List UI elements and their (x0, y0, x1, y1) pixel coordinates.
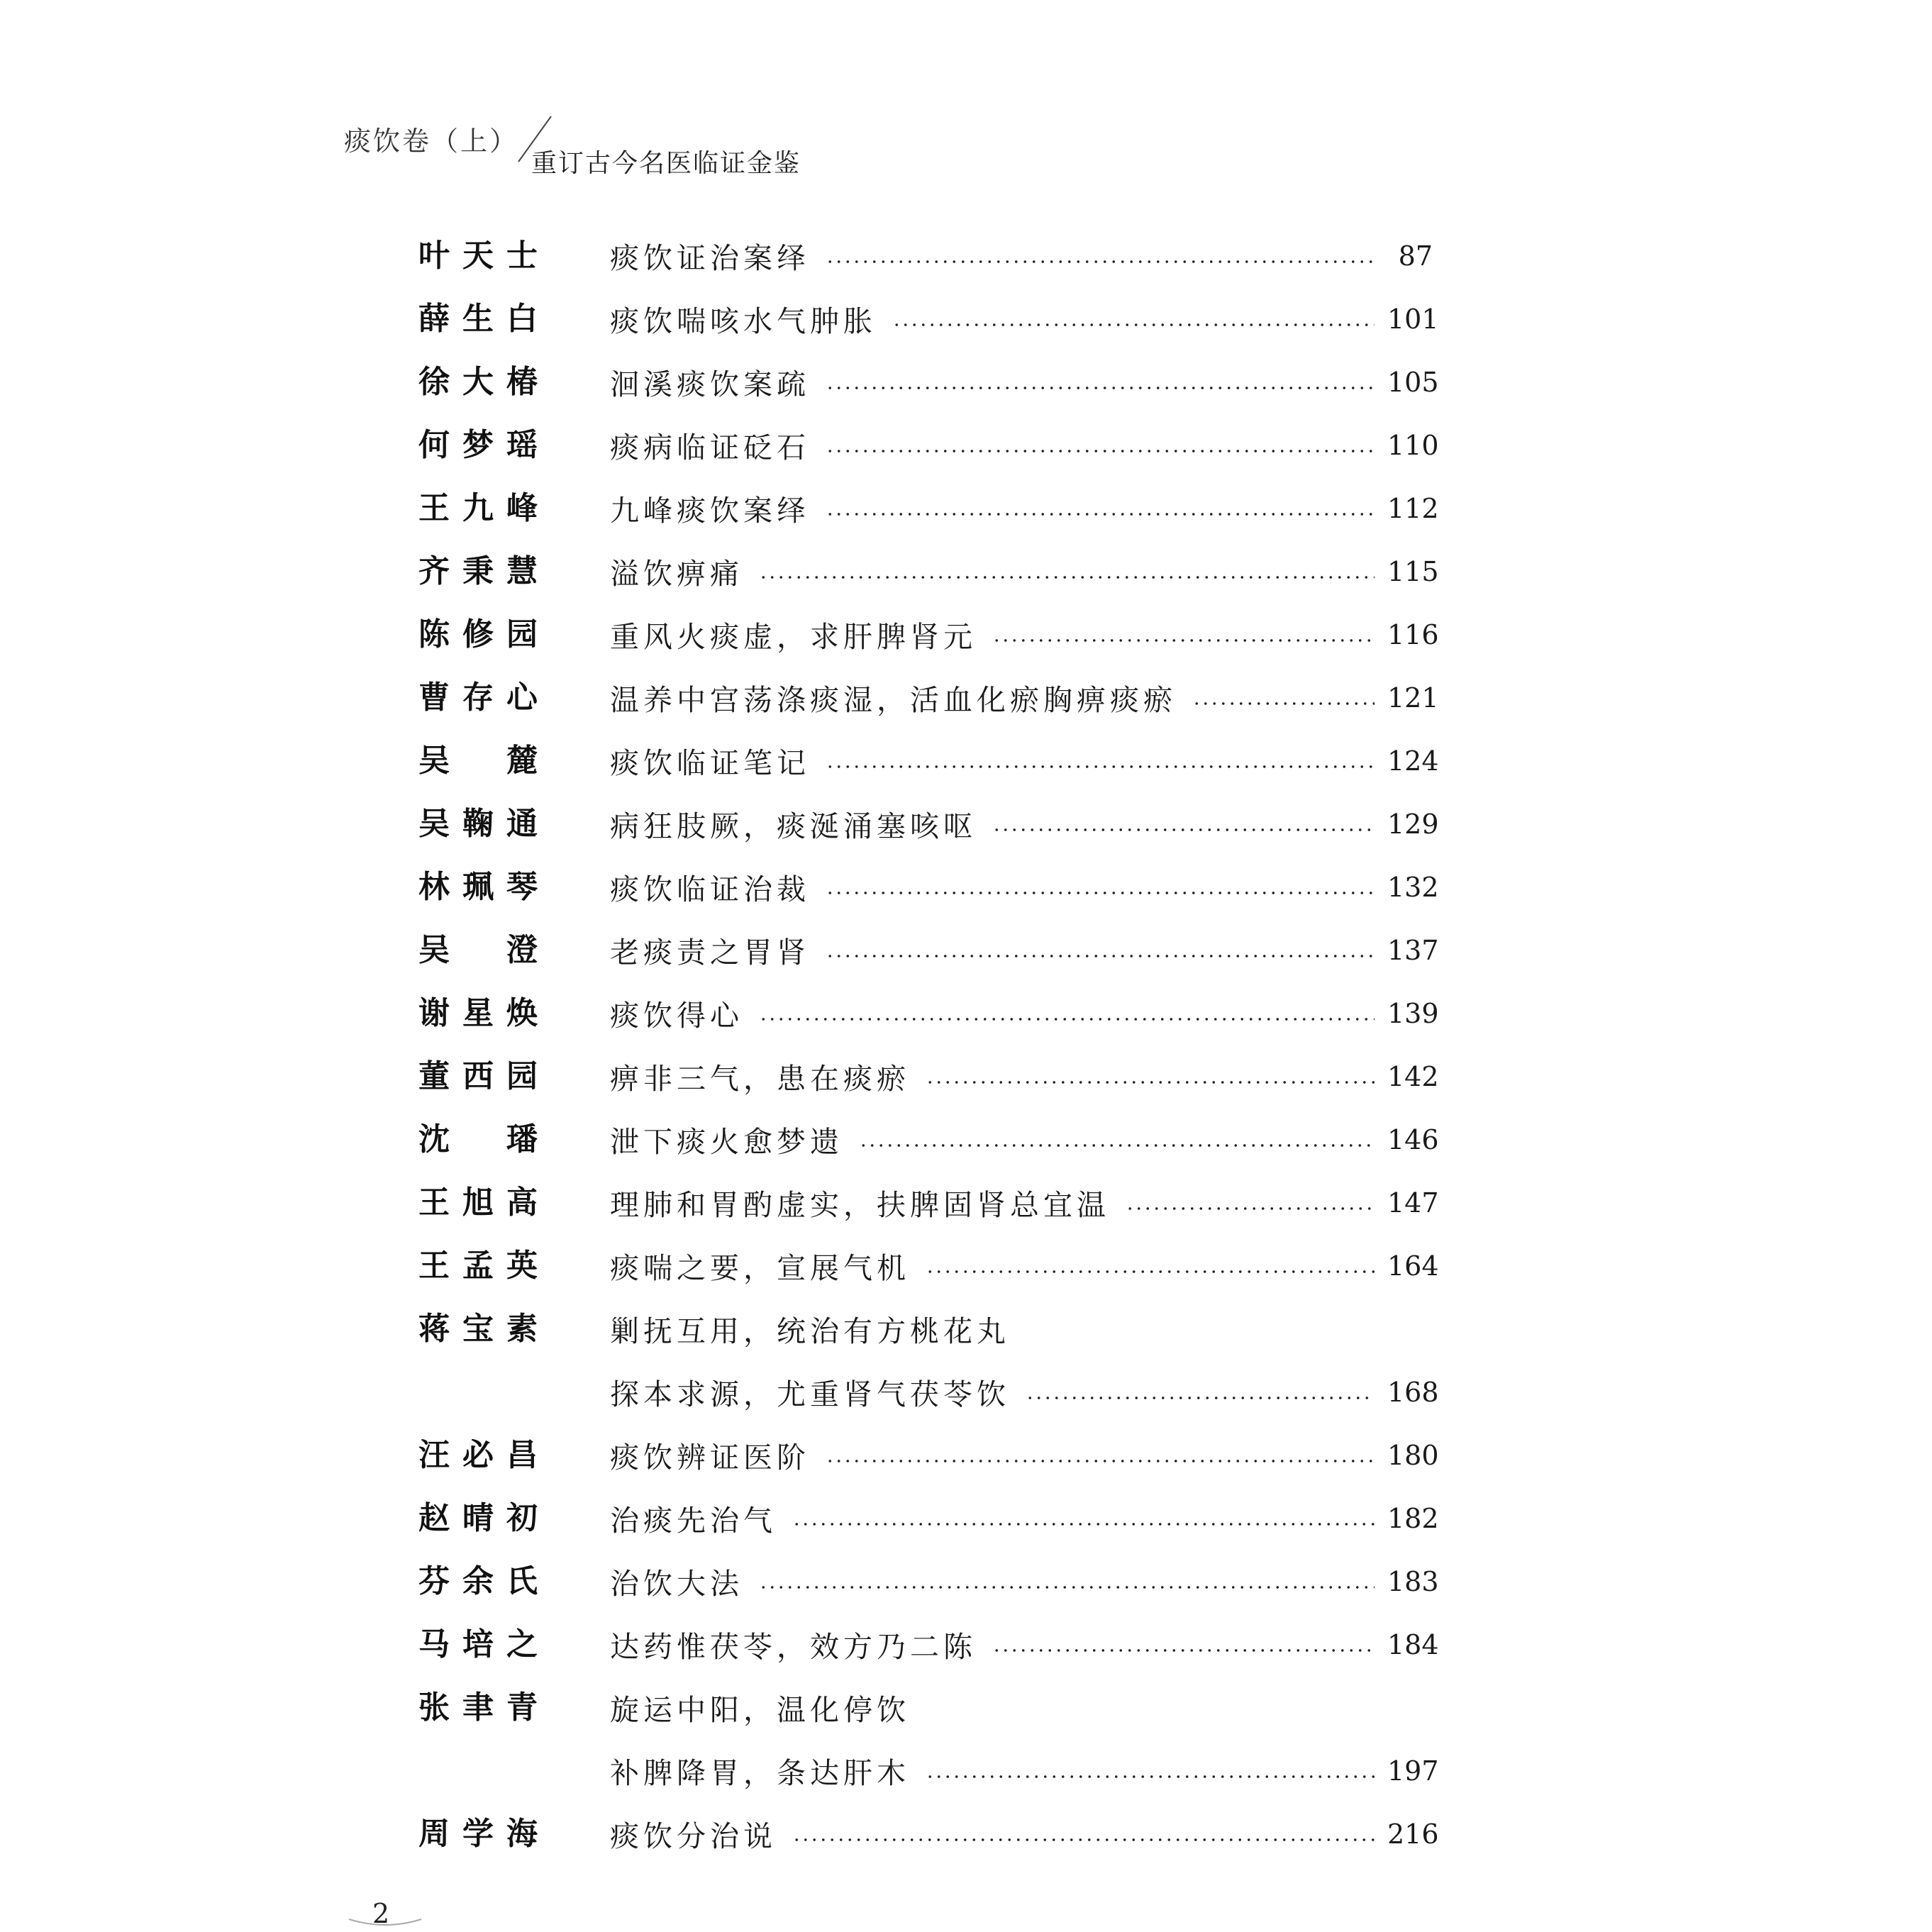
toc-dot-leader (826, 892, 1375, 894)
toc-entry[interactable] (610, 666, 1439, 729)
toc-row[interactable] (0, 224, 1932, 287)
toc-author: 叶天士 (418, 238, 538, 274)
toc-author: 蒋宝素 (418, 1311, 538, 1347)
toc-page-number[interactable]: 139 (1387, 997, 1439, 1029)
toc-author: 张聿青 (418, 1689, 538, 1726)
toc-entry[interactable] (610, 855, 1439, 918)
toc-page-number[interactable]: 197 (1387, 1755, 1439, 1787)
toc-author: 王旭高 (418, 1184, 538, 1221)
toc-row[interactable] (0, 1234, 1932, 1297)
toc-page-number[interactable]: 182 (1387, 1502, 1439, 1534)
toc-entry[interactable] (610, 603, 1439, 666)
toc-title[interactable]: 痰饮分治说 (610, 1819, 777, 1853)
toc-author (418, 1739, 538, 1802)
toc-page-number[interactable]: 168 (1387, 1376, 1439, 1408)
toc-author: 何梦瑶 (418, 427, 538, 463)
toc-entry[interactable] (610, 540, 1439, 603)
toc-row[interactable] (0, 1676, 1932, 1739)
toc-dot-leader (992, 1649, 1375, 1652)
toc-page-number[interactable]: 183 (1387, 1565, 1439, 1597)
toc-dot-leader (926, 1081, 1375, 1084)
toc-row[interactable] (0, 1360, 1932, 1423)
toc-dot-leader (826, 450, 1375, 453)
toc-title[interactable]: 痰饮证治案绎 (610, 241, 810, 275)
toc-row[interactable] (0, 540, 1932, 603)
page-number: 2 (372, 1898, 390, 1929)
toc-dot-leader (926, 1775, 1375, 1778)
toc-page-number[interactable]: 137 (1387, 934, 1439, 966)
toc-title[interactable]: 洄溪痰饮案疏 (610, 367, 810, 401)
toc-entry[interactable] (610, 287, 1439, 350)
toc-row[interactable] (0, 792, 1932, 855)
toc-row[interactable] (0, 413, 1932, 477)
toc-page-number[interactable]: 216 (1387, 1818, 1439, 1850)
toc-author: 马培之 (418, 1626, 538, 1662)
toc-title[interactable]: 治饮大法 (610, 1567, 743, 1601)
toc-dot-leader (826, 1460, 1375, 1462)
toc-row[interactable] (0, 1297, 1932, 1360)
toc-dot-leader (892, 323, 1375, 326)
toc-entry[interactable] (610, 1487, 1439, 1550)
toc-row[interactable] (0, 982, 1932, 1045)
toc-author: 芬余氏 (418, 1563, 538, 1599)
toc-row[interactable] (0, 1487, 1932, 1550)
toc-row[interactable] (0, 1108, 1932, 1171)
toc-entry[interactable] (610, 1423, 1439, 1487)
volume-title: 痰饮卷（上） (344, 126, 519, 157)
toc-author: 曹存心 (418, 679, 538, 716)
toc-title[interactable]: 痰饮得心 (610, 999, 743, 1033)
toc-row[interactable] (0, 855, 1932, 918)
toc-author: 沈 璠 (418, 1121, 538, 1157)
toc-title[interactable]: 痹非三气，患在痰瘀 (610, 1062, 910, 1096)
toc-author: 吴 麓 (418, 743, 538, 779)
toc-page-number[interactable]: 142 (1387, 1060, 1439, 1092)
toc-entry[interactable] (610, 350, 1439, 413)
toc-title[interactable]: 痰饮临证治裁 (610, 872, 810, 906)
toc-dot-leader (1192, 702, 1375, 705)
toc-author: 林珮琴 (418, 869, 538, 905)
toc-dot-leader (759, 1018, 1375, 1021)
toc-dot-leader (859, 1144, 1375, 1147)
toc-row[interactable] (0, 1171, 1932, 1234)
toc-title[interactable]: 治痰先治气 (610, 1504, 777, 1538)
toc-entry[interactable] (610, 918, 1439, 982)
toc-page-number[interactable]: 132 (1387, 871, 1439, 903)
toc-title[interactable]: 老痰责之胃肾 (610, 936, 810, 970)
toc-page-number[interactable]: 101 (1387, 303, 1439, 335)
toc-title[interactable]: 旋运中阳，温化停饮 (610, 1693, 910, 1727)
toc-author: 赵晴初 (418, 1500, 538, 1536)
toc-dot-leader (826, 765, 1375, 768)
toc-title[interactable]: 达药惟茯苓，效方乃二陈 (610, 1630, 977, 1664)
toc-author: 周学海 (418, 1816, 538, 1852)
toc-row[interactable] (0, 1802, 1932, 1865)
toc-author: 王孟英 (418, 1248, 538, 1284)
toc-title[interactable]: 溢饮痹痛 (610, 557, 743, 591)
toc-author: 吴 澄 (418, 932, 538, 968)
toc-row[interactable] (0, 918, 1932, 982)
toc-entry[interactable] (610, 1676, 1433, 1739)
toc-dot-leader (926, 1270, 1375, 1273)
toc-author (418, 1360, 538, 1423)
toc-entry[interactable] (610, 729, 1439, 792)
toc-entry[interactable] (610, 1234, 1439, 1297)
toc-page-number[interactable]: 110 (1387, 429, 1439, 461)
toc-page-number[interactable]: 121 (1387, 682, 1439, 714)
toc-page-number[interactable]: 124 (1387, 745, 1439, 777)
toc-dot-leader (826, 387, 1375, 389)
toc-page-number[interactable]: 116 (1387, 618, 1439, 650)
toc-row[interactable] (0, 477, 1932, 540)
toc-entry[interactable] (610, 413, 1439, 477)
toc-author: 徐大椿 (418, 364, 538, 400)
toc-entry[interactable] (610, 477, 1439, 540)
toc-title[interactable]: 痰饮喘咳水气肿胀 (610, 304, 877, 338)
toc-title[interactable]: 理肺和胃酌虚实，扶脾固肾总宜温 (610, 1188, 1110, 1222)
toc-title[interactable]: 探本求源，尤重肾气茯苓饮 (610, 1377, 1010, 1411)
toc-dot-leader (992, 639, 1375, 642)
toc-entry[interactable] (610, 1613, 1439, 1676)
toc-author: 谢星焕 (418, 995, 538, 1031)
toc-row[interactable] (0, 666, 1932, 729)
toc-title[interactable]: 痰饮辨证医阶 (610, 1440, 810, 1475)
toc-title[interactable]: 九峰痰饮案绎 (610, 494, 810, 528)
toc-author: 汪必昌 (418, 1437, 538, 1473)
toc-row[interactable] (0, 350, 1932, 413)
toc-entry[interactable] (610, 1108, 1439, 1171)
toc-page-number[interactable]: 146 (1387, 1123, 1439, 1155)
toc-entry[interactable] (610, 224, 1433, 287)
toc-dot-leader (1126, 1207, 1375, 1210)
toc-row[interactable] (0, 1045, 1932, 1108)
toc-page-number[interactable]: 129 (1387, 808, 1439, 840)
toc-row[interactable] (0, 603, 1932, 666)
toc-page-number[interactable]: 112 (1387, 492, 1439, 524)
toc-row[interactable] (0, 287, 1932, 350)
toc-dot-leader (826, 513, 1375, 516)
toc-entry[interactable] (610, 1045, 1439, 1108)
toc-entry[interactable] (610, 1550, 1439, 1613)
toc-author: 王九峰 (418, 490, 538, 526)
toc-page-number[interactable]: 87 (1398, 240, 1433, 272)
toc-entry[interactable] (610, 1360, 1439, 1423)
toc-entry[interactable] (610, 1739, 1439, 1802)
toc-page-number[interactable]: 105 (1387, 366, 1439, 398)
toc-page-number[interactable]: 180 (1387, 1439, 1439, 1471)
toc-dot-leader (792, 1523, 1375, 1526)
toc-title[interactable]: 重风火痰虚，求肝脾肾元 (610, 620, 977, 654)
toc-dot-leader (826, 955, 1375, 957)
toc-row[interactable] (0, 1423, 1932, 1487)
toc-title[interactable]: 痰病临证砭石 (610, 431, 810, 465)
toc-author: 吴鞠通 (418, 806, 538, 842)
toc-dot-leader (1026, 1397, 1375, 1399)
toc-page-number[interactable]: 115 (1387, 555, 1439, 587)
toc-page-number[interactable]: 164 (1387, 1250, 1439, 1282)
toc-entry[interactable] (610, 982, 1439, 1045)
toc-page-number[interactable]: 147 (1387, 1187, 1439, 1218)
toc-title[interactable]: 痰饮临证笔记 (610, 746, 810, 780)
toc-page-number[interactable]: 184 (1387, 1628, 1439, 1660)
toc-entry[interactable] (610, 1802, 1439, 1865)
toc-author: 陈修园 (418, 616, 538, 653)
toc-title[interactable]: 温养中宫荡涤痰湿，活血化瘀胸痹痰瘀 (610, 683, 1177, 717)
toc-title[interactable]: 剿抚互用，统治有方桃花丸 (610, 1314, 1010, 1348)
toc-row[interactable] (0, 729, 1932, 792)
book-title: 重订古今名医临证金鉴 (531, 149, 801, 178)
toc-author: 董西园 (418, 1058, 538, 1094)
toc-dot-leader (992, 828, 1375, 831)
toc-title[interactable]: 补脾降胃，条达肝木 (610, 1756, 910, 1790)
toc-dot-leader (792, 1838, 1375, 1841)
toc-entry[interactable] (610, 1171, 1439, 1234)
toc-row[interactable] (0, 1613, 1932, 1676)
toc-title[interactable]: 病狂肢厥，痰涎涌塞咳呕 (610, 809, 977, 843)
toc-dot-leader (759, 1586, 1375, 1589)
toc-author: 薛生白 (418, 301, 538, 337)
toc-title[interactable]: 泄下痰火愈梦遗 (610, 1125, 843, 1159)
toc-author: 齐秉慧 (418, 553, 538, 589)
toc-dot-leader (759, 576, 1375, 579)
toc-dot-leader (826, 260, 1375, 263)
toc-title[interactable]: 痰喘之要，宣展气机 (610, 1251, 910, 1285)
toc-row[interactable] (0, 1550, 1932, 1613)
page-number-ornament (346, 1915, 424, 1929)
toc-entry[interactable] (610, 792, 1439, 855)
toc-entry[interactable] (610, 1297, 1433, 1360)
toc-row[interactable] (0, 1739, 1932, 1802)
